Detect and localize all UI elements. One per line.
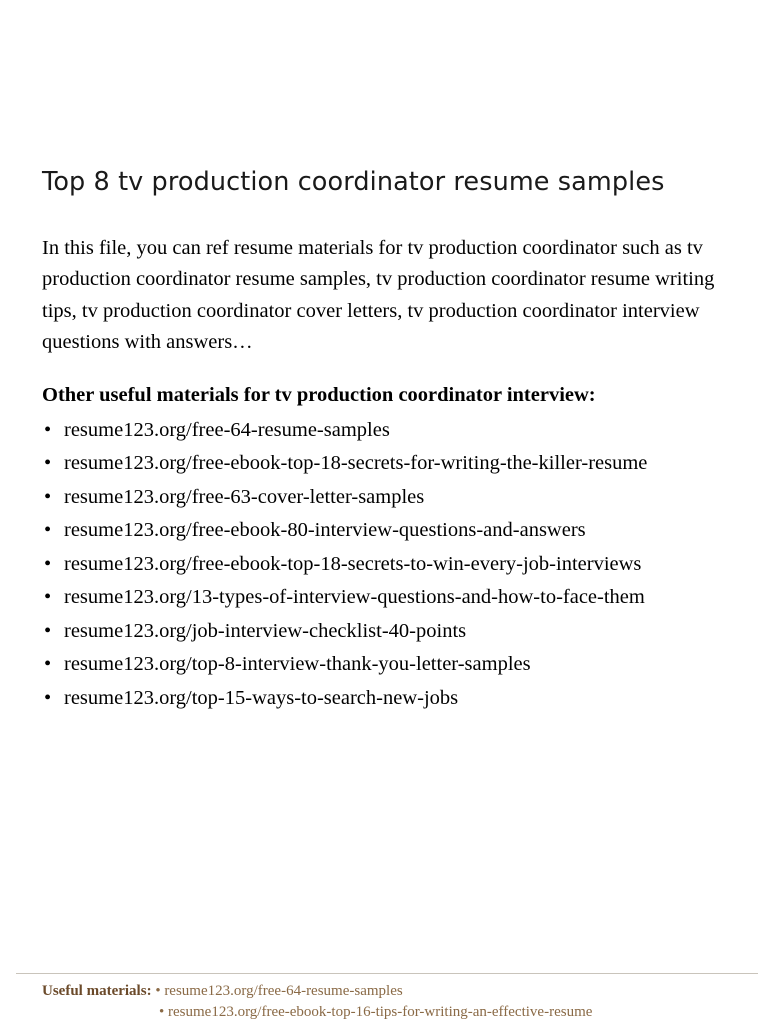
list-item-label: resume123.org/free-63-cover-letter-samples: [64, 485, 425, 508]
footer-link-2[interactable]: • resume123.org/free-ebook-top-16-tips-for-writing-an-effective-resume: [159, 1004, 593, 1021]
list-item[interactable]: [42, 520, 742, 541]
list-item[interactable]: [42, 420, 742, 441]
footer-line-1: [16, 981, 758, 1003]
useful-materials-list: [42, 420, 742, 709]
bullet-icon: •: [44, 653, 52, 676]
list-item-label: resume123.org/free-ebook-top-18-secrets-to-win-every-job-interviews: [64, 552, 642, 575]
bullet-icon: •: [44, 418, 52, 441]
page-title: Top 8 tv production coordinator resume samples: [42, 167, 665, 197]
list-item[interactable]: [42, 554, 742, 575]
list-item[interactable]: [42, 654, 742, 675]
bullet-icon: •: [44, 519, 52, 542]
bullet-icon: •: [44, 686, 52, 709]
list-item-label: resume123.org/13-types-of-interview-questions-and-how-to-face-them: [64, 586, 645, 609]
list-item-label: resume123.org/top-15-ways-to-search-new-jobs: [64, 686, 459, 709]
list-item[interactable]: [42, 587, 742, 608]
document-body: [42, 168, 742, 721]
bullet-icon: •: [44, 552, 52, 575]
bullet-icon: •: [44, 586, 52, 609]
bullet-icon: •: [44, 452, 52, 475]
list-item[interactable]: [42, 487, 742, 508]
footer-link-1[interactable]: • resume123.org/free-64-resume-samples: [155, 982, 403, 999]
footer-label-separator: :: [146, 982, 152, 999]
intro-paragraph: In this file, you can ref resume materials for tv production coordinator such as tv production coordinator resume samples, tv production coordinator resume writing tips, tv production coordinator cover letters, tv production coordinator interview questions with answers…: [42, 237, 715, 353]
bullet-icon: •: [44, 619, 52, 642]
list-item[interactable]: [42, 688, 742, 709]
list-item-label: resume123.org/top-8-interview-thank-you-letter-samples: [64, 653, 531, 676]
list-item[interactable]: [42, 621, 742, 642]
bullet-icon: •: [44, 485, 52, 508]
footer-label: Useful materials: [42, 982, 147, 999]
footer-line-2: [16, 1002, 758, 1024]
page-footer: [16, 973, 758, 1025]
list-item-label: resume123.org/free-64-resume-samples: [64, 418, 390, 441]
list-item[interactable]: [42, 453, 742, 474]
list-item-label: resume123.org/free-ebook-80-interview-questions-and-answers: [64, 519, 586, 542]
section-heading: Other useful materials for tv production coordinator interview:: [42, 383, 596, 406]
list-item-label: resume123.org/job-interview-checklist-40-points: [64, 619, 467, 642]
list-item-label: resume123.org/free-ebook-top-18-secrets-for-writing-the-killer-resume: [64, 452, 648, 475]
